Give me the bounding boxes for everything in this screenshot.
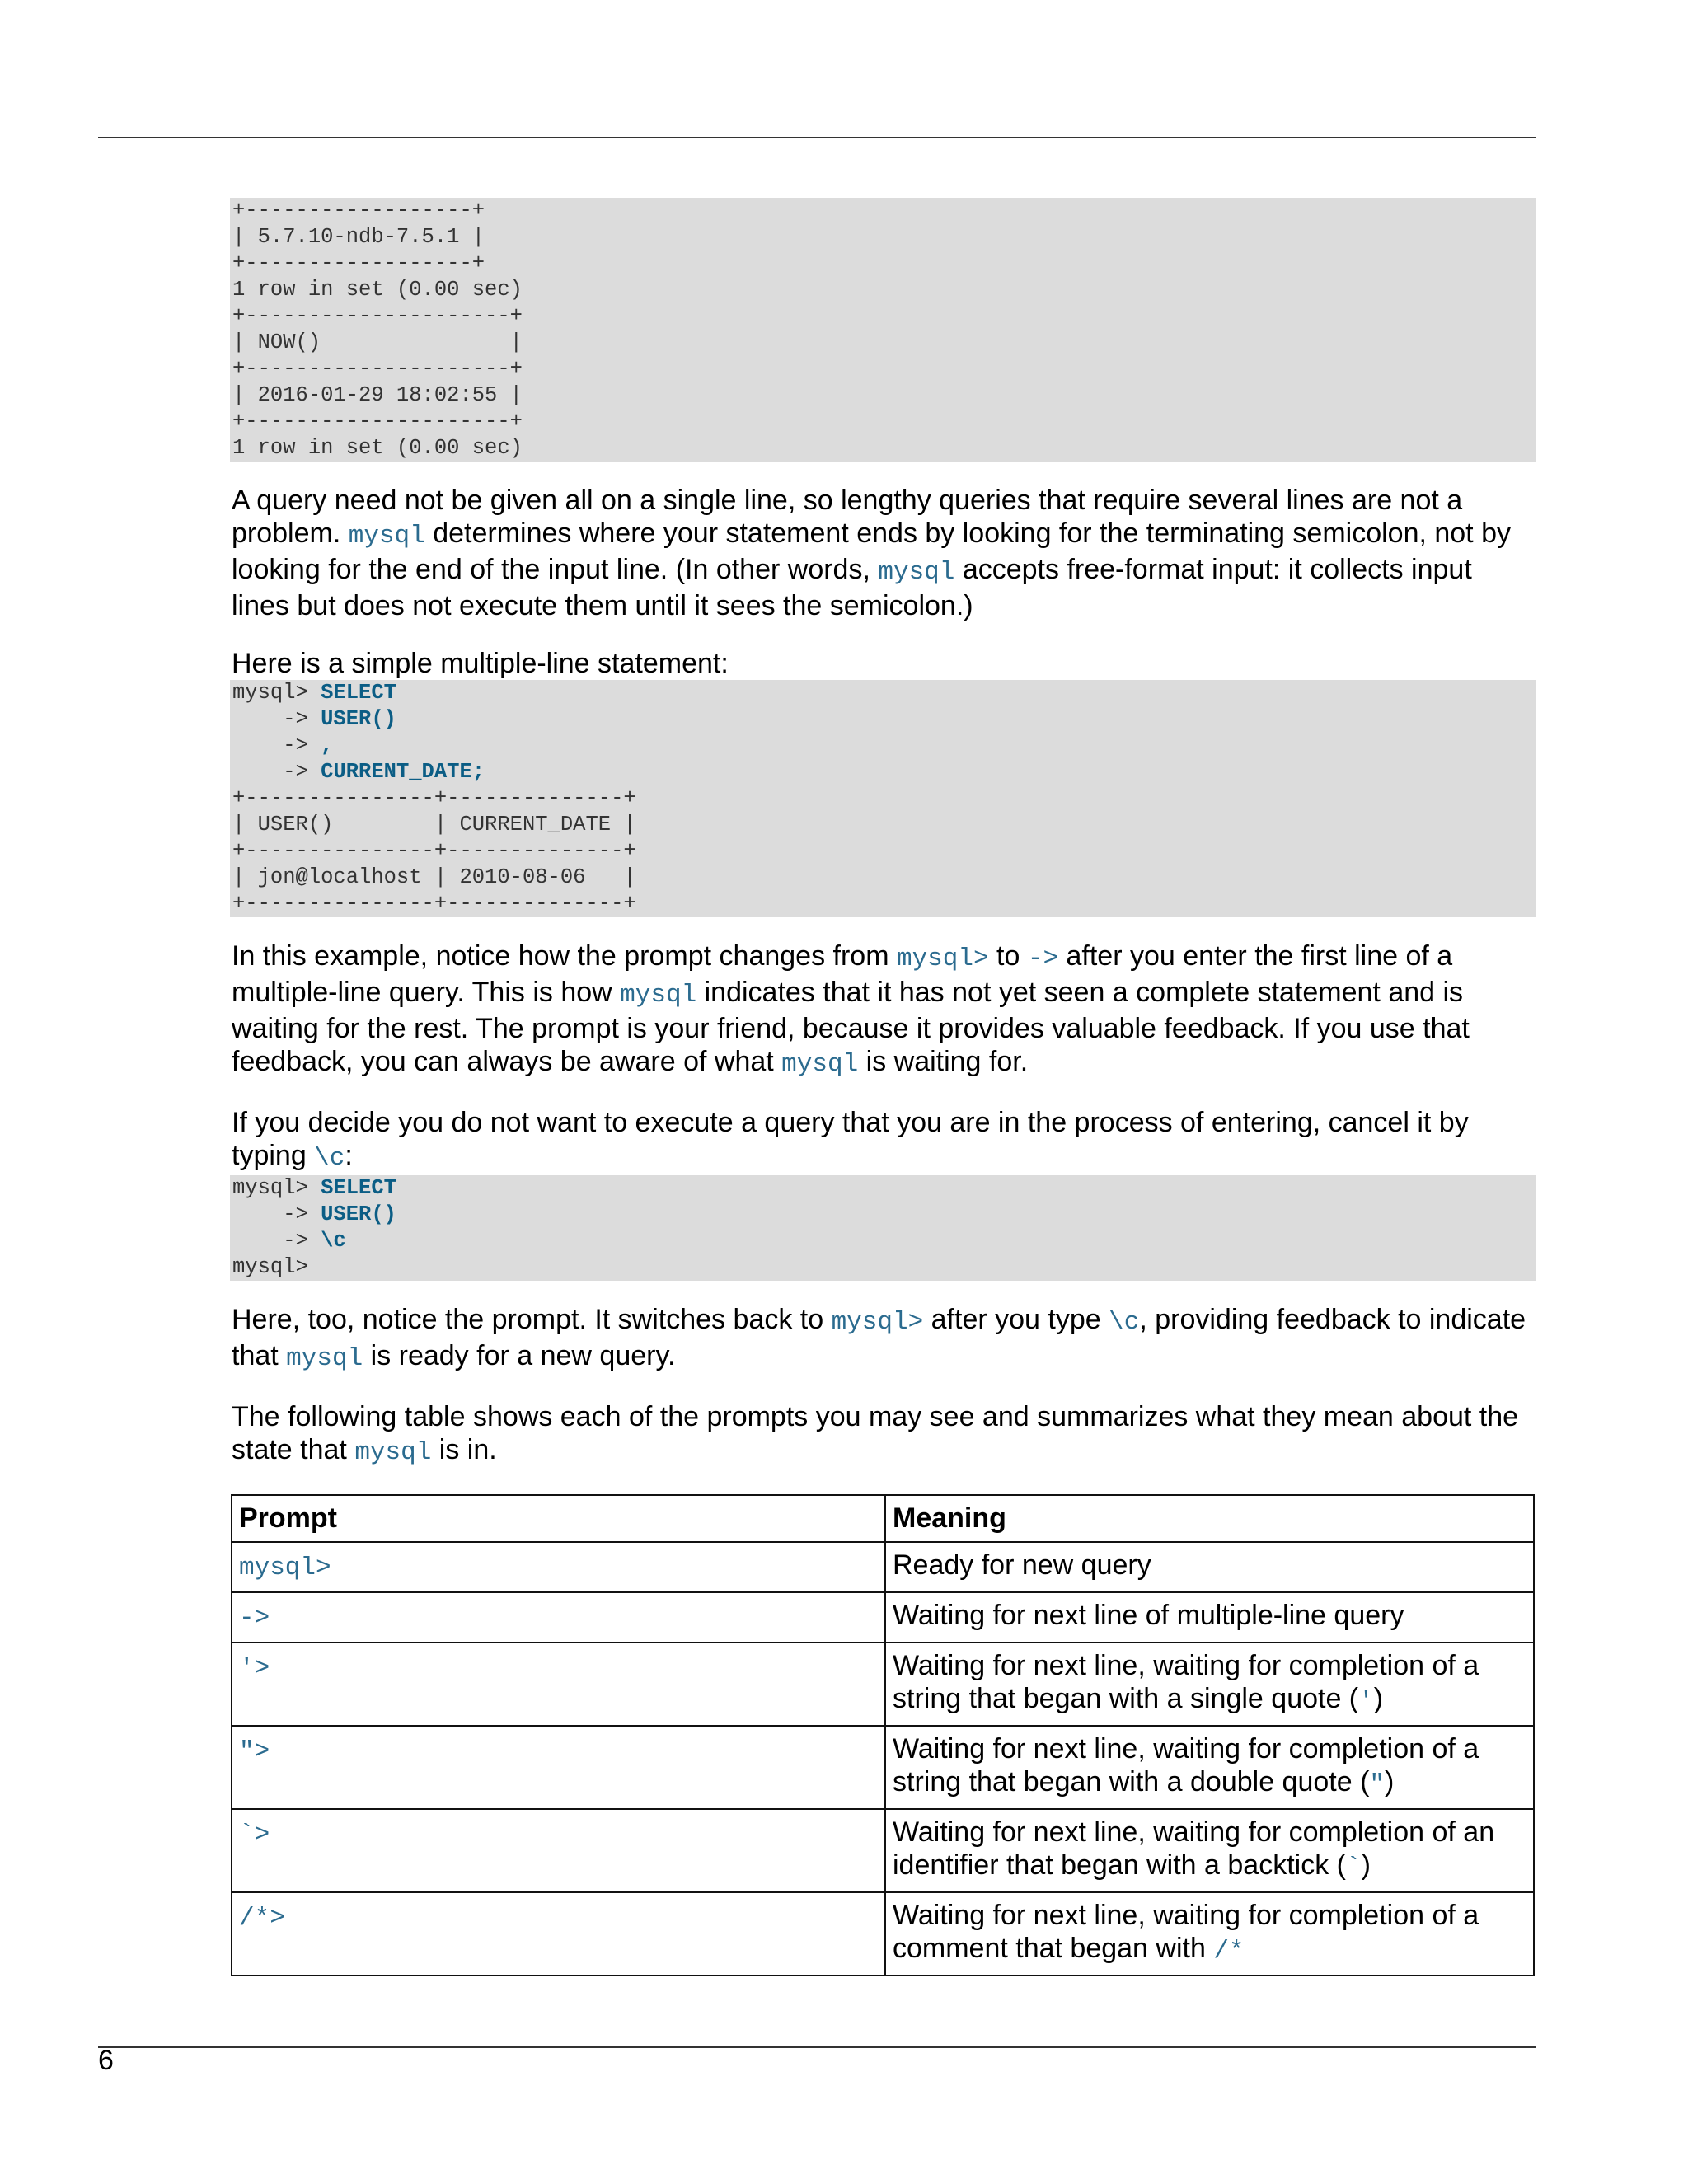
column-header-prompt: Prompt	[232, 1495, 885, 1542]
table-row	[232, 1892, 1534, 1975]
prompt-cell: '>	[232, 1643, 885, 1726]
inline-code: mysql	[878, 558, 955, 587]
inline-code: mysql	[348, 522, 425, 551]
page-number: 6	[98, 2045, 114, 2076]
prompt-cell: `>	[232, 1809, 885, 1892]
paragraph-multiline-intro: A query need not be given all on a single line, so lengthy queries that require several lines are not a problem. mysql determines where your statement ends by looking for the terminating semicolon, not by looking for the end of the input line. (In other words, mysql accepts free-format input: it collects input lines but does not execute them until it sees the semicolon.)	[232, 485, 1511, 621]
paragraph-table-intro: The following table shows each of the prompts you may see and summarizes what they mean about the state that mysql is in.	[232, 1401, 1519, 1467]
paragraph-prompt-switch: Here, too, notice the prompt. It switches back to mysql> after you type \c, providing feedback to indicate that mysql is ready for a new query.	[232, 1304, 1526, 1373]
paragraph-prompt-change: In this example, notice how the prompt changes from mysql> to -> after you enter the first line of a multiple-line query. This is how mysql indicates that it has not yet seen a complete statement and is waiting for the rest. The prompt is your friend, because it provides valuable feedback. If you use that feedback, you can always be aware of what mysql is waiting for.	[232, 940, 1470, 1079]
inline-code: mysql>	[896, 944, 989, 973]
page-content	[230, 198, 1536, 1976]
meaning-cell: Waiting for next line, waiting for completion of a string that began with a single quote (')	[885, 1643, 1534, 1726]
inline-code: \c	[1109, 1308, 1140, 1337]
paragraph-cancel-query: If you decide you do not want to execute a query that you are in the process of entering, cancel it by typing \c:	[232, 1107, 1469, 1173]
prompt-cell: /*>	[232, 1892, 885, 1975]
meaning-cell: Waiting for next line of multiple-line query	[885, 1592, 1534, 1643]
inline-code: \c	[314, 1144, 345, 1173]
meaning-cell: Waiting for next line, waiting for completion of an identifier that began with a backtick (`)	[885, 1809, 1534, 1892]
meaning-cell: Ready for new query	[885, 1542, 1534, 1592]
inline-code: mysql	[354, 1438, 432, 1467]
table-row	[232, 1643, 1534, 1726]
table-row	[232, 1809, 1534, 1892]
prompt-cell: mysql>	[232, 1542, 885, 1592]
inline-code: mysql	[781, 1050, 859, 1079]
table-header-row	[232, 1495, 1534, 1542]
code-block-version-now: +------------------+ | 5.7.10-ndb-7.5.1 | +------------------+ 1 row in set (0.00 sec) +---------------------+ | NOW() | +---------------------+ | 2016-01-29 18:02:55 | +---------------------+ 1 row in set (0.00 sec)	[230, 198, 1536, 462]
code-block-cancel-query: mysql> SELECT -> USER() -> \c mysql>	[230, 1175, 1536, 1281]
code-block-multiline-query: mysql> SELECT -> USER() -> , -> CURRENT_DATE; +---------------+--------------+ | USER() | CURRENT_DATE | +---------------+--------------+ | jon@localhost | 2010-08-06 | +---------------+--------------+	[230, 680, 1536, 917]
inline-code: ->	[1027, 944, 1059, 973]
inline-code: mysql	[620, 981, 697, 1010]
paragraph-simple-statement: Here is a simple multiple-line statement:	[232, 648, 729, 679]
meaning-cell: Waiting for next line, waiting for completion of a string that began with a double quote (")	[885, 1726, 1534, 1809]
column-header-meaning: Meaning	[885, 1495, 1534, 1542]
prompt-cell: ">	[232, 1726, 885, 1809]
footer-rule	[98, 2046, 1536, 2048]
meaning-cell: Waiting for next line, waiting for completion of a comment that began with /*	[885, 1892, 1534, 1975]
table-row	[232, 1542, 1534, 1592]
inline-code: mysql	[286, 1344, 363, 1373]
table-row	[232, 1592, 1534, 1643]
header-rule	[98, 137, 1536, 138]
prompt-cell: ->	[232, 1592, 885, 1643]
prompts-table	[231, 1494, 1535, 1976]
inline-code: mysql>	[831, 1308, 924, 1337]
table-row	[232, 1726, 1534, 1809]
